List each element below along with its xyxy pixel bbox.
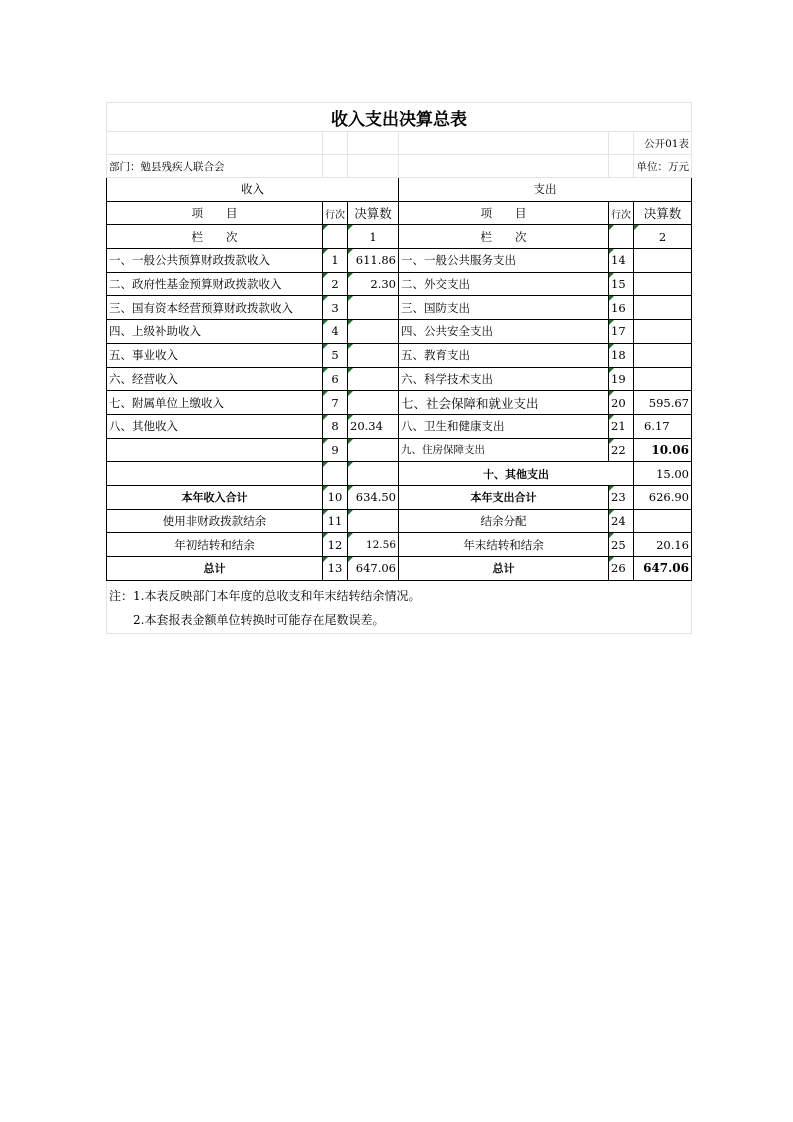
income-lanci-label: 栏 次 <box>107 225 323 249</box>
begin-balance-value: 12.56 <box>348 533 399 557</box>
note-2: 2.本套报表金额单位转换时可能存在尾数误差。 <box>107 607 692 634</box>
table-row: 一、一般公共预算财政拨款收入 1 611.86 一、一般公共服务支出 14 <box>107 249 692 273</box>
grand-total-expense-label: 总计 <box>399 557 609 581</box>
table-row: 八、其他收入 8 20.34 八、卫生和健康支出 21 6.17 <box>107 414 692 438</box>
table-row: 本年收入合计 10 634.50 本年支出合计 23 626.90 <box>107 485 692 509</box>
grand-total-income-value: 647.06 <box>348 557 399 581</box>
note-1: 注：1.本表反映部门本年度的总收支和年末结转结余情况。 <box>107 580 692 607</box>
unit-label: 单位：万元 <box>634 155 692 178</box>
income-lanci-number: 1 <box>348 225 399 249</box>
table-row: 二、政府性基金预算财政拨款收入 2 2.30 二、外交支出 15 <box>107 272 692 296</box>
expense-row-header: 行次 <box>609 201 634 225</box>
department-label: 部门：勉县残疾人联合会 <box>107 155 323 178</box>
other-expense-value: 15.00 <box>634 462 692 486</box>
year-income-total-value: 634.50 <box>348 485 399 509</box>
table-row: 三、国有资本经营预算财政拨款收入 3 三、国防支出 16 <box>107 296 692 320</box>
income-header: 收入 <box>107 178 399 202</box>
income-row-header: 行次 <box>323 201 348 225</box>
table-row: 四、上级补助收入 4 四、公共安全支出 17 <box>107 320 692 344</box>
table-row: 年初结转和结余 12 12.56 年末结转和结余 25 20.16 <box>107 533 692 557</box>
expense-item-header: 项 目 <box>399 201 609 225</box>
income-item-header: 项 目 <box>107 201 323 225</box>
surplus-distribution-label: 结余分配 <box>399 509 609 533</box>
grand-total-expense-value: 647.06 <box>634 557 692 581</box>
expense-amount-header: 决算数 <box>634 201 692 225</box>
table-row: 七、附属单位上缴收入 7 七、社会保障和就业支出 20 595.67 <box>107 391 692 415</box>
end-balance-label: 年末结转和结余 <box>399 533 609 557</box>
table-row: 五、事业收入 5 五、教育支出 18 <box>107 343 692 367</box>
expense-lanci-label: 栏 次 <box>399 225 609 249</box>
form-number: 公开01表 <box>634 132 692 155</box>
end-balance-value: 20.16 <box>634 533 692 557</box>
table-row: 使用非财政拨款结余 11 结余分配 24 <box>107 509 692 533</box>
begin-balance-label: 年初结转和结余 <box>107 533 323 557</box>
table-row <box>107 462 692 486</box>
expense-header: 支出 <box>399 178 692 202</box>
income-amount-header: 决算数 <box>348 201 399 225</box>
table-row: 总计 13 647.06 总计 26 647.06 <box>107 557 692 581</box>
year-income-total-label: 本年收入合计 <box>107 485 323 509</box>
income-expense-table <box>106 102 692 634</box>
expense-lanci-number: 2 <box>634 225 692 249</box>
table-row: 六、经营收入 6 六、科学技术支出 19 <box>107 367 692 391</box>
page-title: 收入支出决算总表 <box>107 103 692 132</box>
non-fiscal-label: 使用非财政拨款结余 <box>107 509 323 533</box>
grand-total-income-label: 总计 <box>107 557 323 581</box>
table-row: 9 九、住房保障支出 22 10.06 <box>107 438 692 462</box>
year-expense-total-value: 626.90 <box>634 485 692 509</box>
year-expense-total-label: 本年支出合计 <box>399 485 609 509</box>
other-expense-label: 十、其他支出 <box>399 462 634 486</box>
